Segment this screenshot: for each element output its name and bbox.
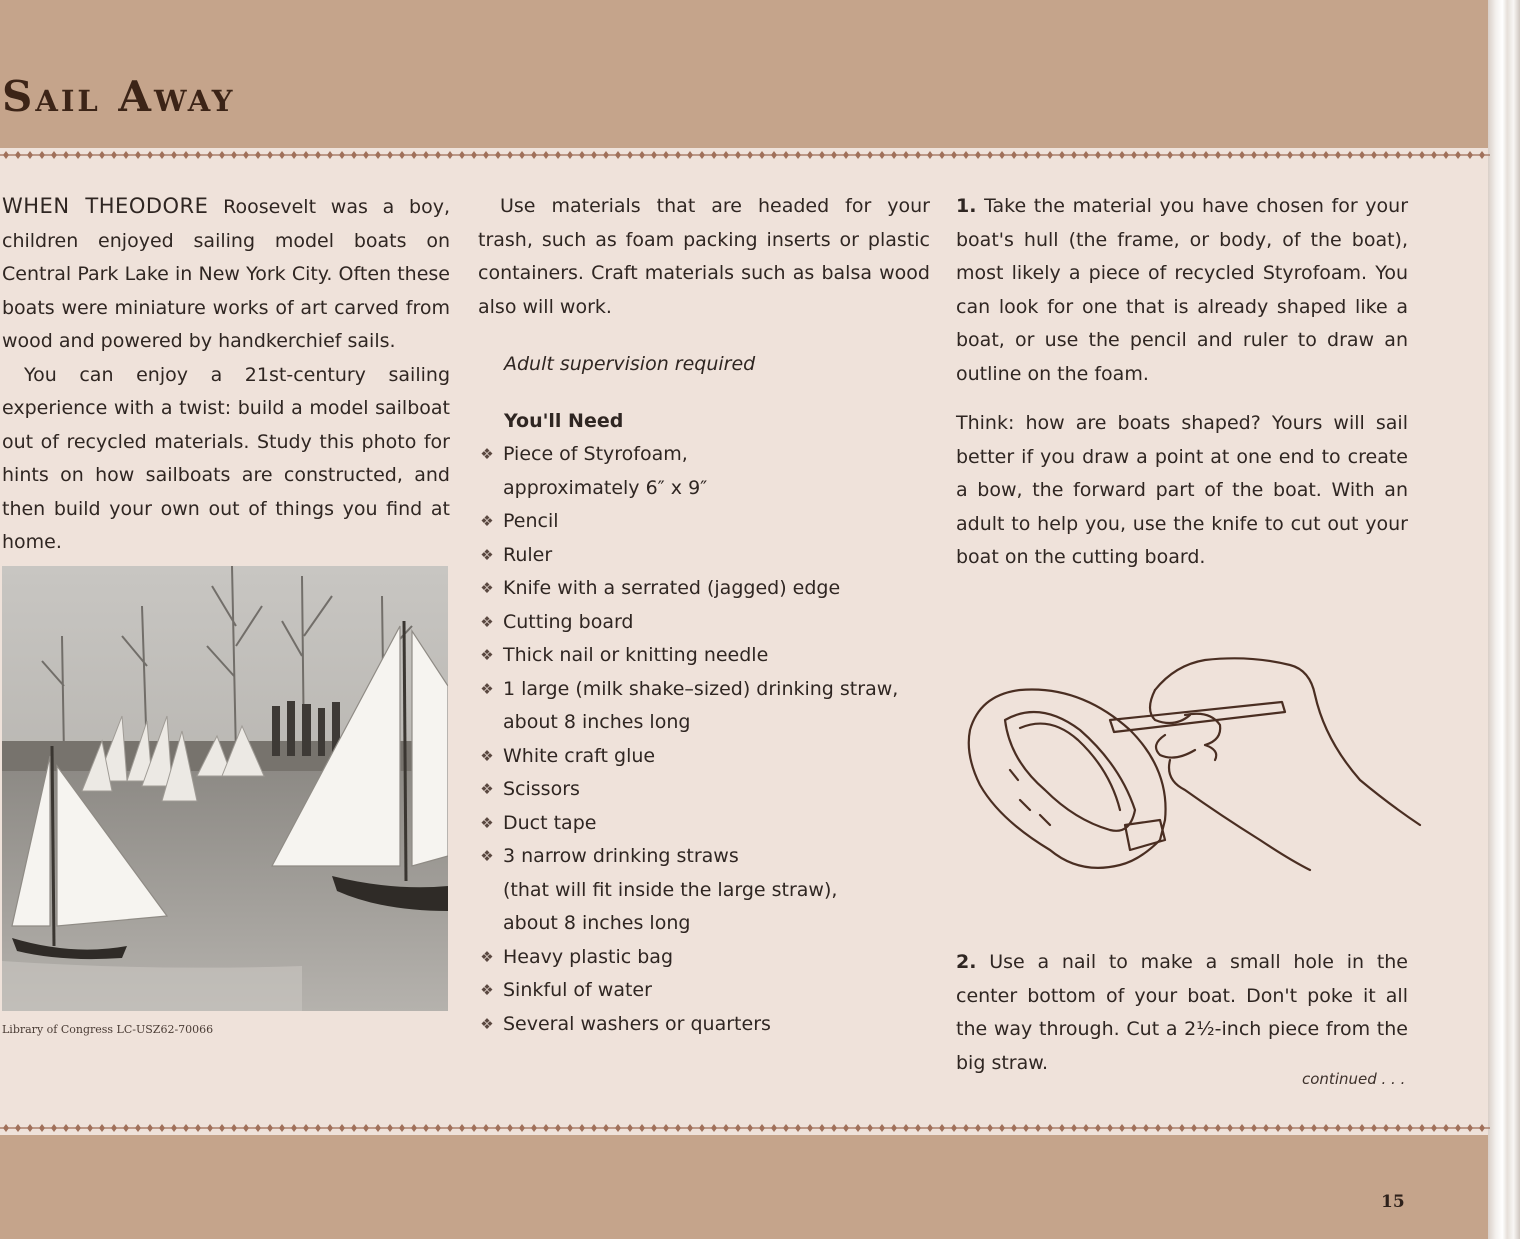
list-item: ❖ Ruler xyxy=(478,539,930,573)
step-1-think: Think: how are boats shaped? Yours will sail better if you draw a point at one end to create a bow, the forward part of the boat. With an adult to help you, use the knife to cut out your boat on the cutting board. xyxy=(956,412,1408,568)
decorative-border-bottom xyxy=(0,1121,1490,1135)
list-item: ❖ 3 narrow drinking straws xyxy=(478,840,930,874)
materials-intro: Use materials that are headed for your trash, such as foam packing inserts or plastic containers. Craft materials such as balsa wood also will work. xyxy=(478,195,930,318)
intro-lead-in: WHEN THEODORE xyxy=(2,194,209,218)
diamond-bullet-icon: ❖ xyxy=(480,981,494,999)
step-1-number: 1. xyxy=(956,195,977,217)
list-item: ❖ White craft glue xyxy=(478,740,930,774)
list-item-continuation: about 8 inches long xyxy=(503,711,691,733)
list-item: ❖ Thick nail or knitting needle xyxy=(478,639,930,673)
intro-paragraph-1 xyxy=(2,190,450,359)
diamond-bullet-icon: ❖ xyxy=(480,679,494,698)
intro-text: Roosevelt was a boy, children enjoyed sailing model boats on Central Park Lake in New York City. Often these boats were miniature works of art carved from wood and powered by handkerchief sails. xyxy=(2,196,450,352)
instructions-column xyxy=(956,190,1408,575)
step-2-number: 2. xyxy=(956,951,977,973)
supervision-note: Adult supervision required xyxy=(504,353,756,375)
step-2 xyxy=(956,946,1408,1080)
step-1-text: Take the material you have chosen for your boat's hull (the frame, or body, of the boat), most likely a piece of recycled Styrofoam. You can look for one that is already shaped like a boat, or use the pencil and ruler to draw an outline on the foam. xyxy=(956,195,1408,385)
list-item: ❖ Sinkful of water xyxy=(478,974,930,1008)
list-item: ❖ Heavy plastic bag xyxy=(478,941,930,975)
diamond-bullet-icon: ❖ xyxy=(480,947,494,966)
diamond-bullet-icon: ❖ xyxy=(480,445,494,463)
list-item: ❖ Scissors xyxy=(478,773,930,807)
list-item: ❖ 1 large (milk shake–sized) drinking straw, xyxy=(478,673,930,707)
photo-credit: Library of Congress LC-USZ62-70066 xyxy=(2,1023,214,1036)
list-item-continuation: approximately 6″ x 9″ xyxy=(503,476,708,499)
diamond-bullet-icon: ❖ xyxy=(480,545,494,564)
materials-column xyxy=(478,190,930,1041)
page-title: Sail Away xyxy=(2,72,236,121)
continued-note: continued . . . xyxy=(1302,1070,1406,1088)
decorative-border-top xyxy=(0,148,1490,162)
list-item: ❖ Pencil xyxy=(478,505,930,539)
step-2-text: Use a nail to make a small hole in the center bottom of your boat. Don't poke it all the way through. Cut a 2½-inch piece from the big straw. xyxy=(956,951,1408,1074)
supplies-heading: You'll Need xyxy=(504,409,624,432)
intro-paragraph-2: You can enjoy a 21st-century sailing experience with a twist: build a model sailboat out of recycled materials. Study this photo for hints on how sailboats are constructed, and then build your own out of things you find at home. xyxy=(2,363,450,553)
diamond-bullet-icon: ❖ xyxy=(480,847,494,865)
step-1 xyxy=(956,190,1408,391)
list-item: ❖ Duct tape xyxy=(478,807,930,841)
diamond-bullet-icon: ❖ xyxy=(480,612,494,631)
page-number: 15 xyxy=(1381,1192,1405,1212)
diamond-bullet-icon: ❖ xyxy=(480,646,494,664)
intro-column xyxy=(2,190,450,560)
list-item: ❖ Knife with a serrated (jagged) edge xyxy=(478,572,930,606)
diamond-bullet-icon: ❖ xyxy=(480,746,494,765)
list-item: ❖ Several washers or quarters xyxy=(478,1008,930,1042)
list-item-continuation: (that will fit inside the large straw), xyxy=(503,878,838,901)
page-edge xyxy=(1488,0,1520,1239)
diamond-bullet-icon: ❖ xyxy=(480,1014,494,1033)
diamond-bullet-icon: ❖ xyxy=(480,579,494,597)
sailboats-photo xyxy=(2,566,448,1011)
supplies-list xyxy=(478,438,930,1041)
footer-band xyxy=(0,1135,1490,1239)
hand-carving-foam-illustration xyxy=(960,650,1430,880)
list-item-continuation: about 8 inches long xyxy=(503,912,691,934)
diamond-bullet-icon: ❖ xyxy=(480,512,494,530)
diamond-bullet-icon: ❖ xyxy=(480,813,494,832)
list-item: ❖ Cutting board xyxy=(478,606,930,640)
list-item: ❖ Piece of Styrofoam, xyxy=(478,438,930,472)
diamond-bullet-icon: ❖ xyxy=(480,780,494,798)
